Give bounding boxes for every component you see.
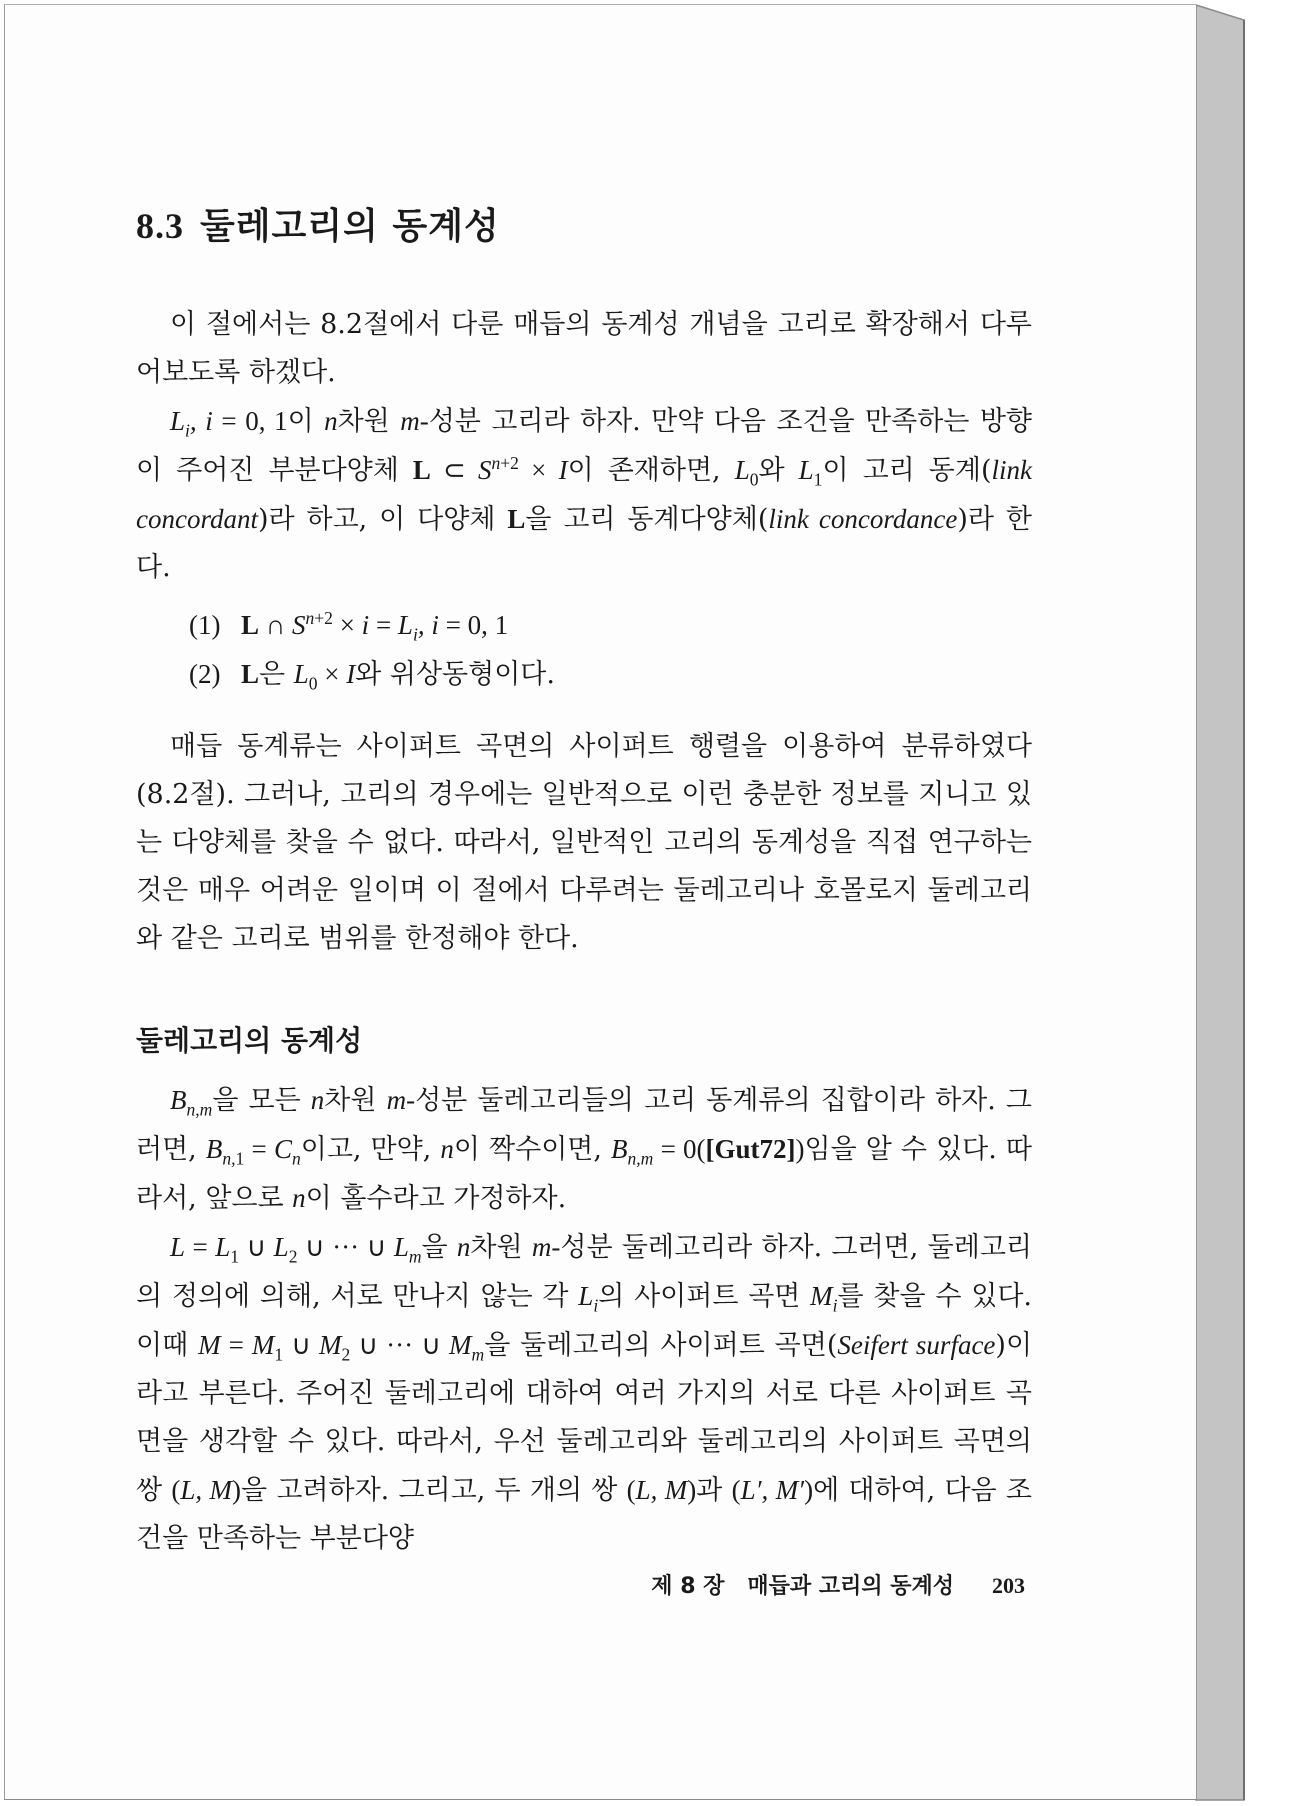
section-title-text: 둘레고리의 동계성	[200, 205, 500, 247]
condition-1: (1) L ∩ $S^{n+2} \times i = L_i$, i = 0, 1	[189, 608, 509, 645]
book-page	[4, 4, 1196, 1800]
paragraph-seifert-surface: $L = L_1$ ∪ $L_2$ ∪ ··· ∪ $L_m$을 n차원 m-성분 둘레고리라 하자. 그러면, 둘레고리의 정의에 의해, 서로 만나지 않는 각 $L_i$의 사이퍼트 곡면 $M_i$를 찾을 수 있다. 이때 $M = M_1$ ∪ $M_2$ ∪ ··· ∪ $M_m$을 둘레고리의 사이퍼트 곡면(Seifert surface)이라고 부른다. 주어진 둘레고리에 대하여 여러 가지의 서로 다른 사이퍼트 곡면을 생각할 수 있다. 따라서, 우선 둘레고리와 둘레고리의 사이퍼트 곡면의 쌍 (L, M)을 고려하자. 그리고, 두 개의 쌍 (L, M)과 (L′, M′)에 대하여, 다음 조건을 만족하는 부분다양	[136, 1232, 1033, 1554]
condition-list	[189, 601, 1009, 699]
footer-chapter-title: 매듭과 고리의 동계성	[747, 1574, 954, 1599]
subsection-title: 둘레고리의 동계성	[136, 1024, 363, 1057]
math-Li: $L_i$, i	[170, 406, 213, 441]
section-title	[136, 203, 1032, 249]
citation-gut72: [Gut72]	[705, 1134, 796, 1164]
footer-chapter: 제 8 장	[651, 1574, 725, 1599]
paragraph-classification: 매듭 동계류는 사이퍼트 곡면의 사이퍼트 행렬을 이용하여 분류하였다(8.2절). 그러나, 고리의 경우에는 일반적으로 이런 충분한 정보를 지니고 있는 다양체를 찾을 수 없다. 따라서, 일반적인 고리의 동계성을 직접 연구하는 것은 매우 어려운 일이며 이 절에서 다루려는 둘레고리나 호몰로지 둘레고리와 같은 고리로 범위를 한정해야 한다.	[136, 731, 1032, 954]
section-number: 8.3	[136, 206, 184, 246]
paragraph-intro: 이 절에서는 8.2절에서 다룬 매듭의 동계성 개념을 고리로 확장해서 다루어보도록 하겠다.	[136, 309, 1032, 388]
page-footer	[605, 1568, 1025, 1605]
paragraph-definition: $L_i$, i = 0, 1이 n차원 m-성분 고리라 하자. 만약 다음 조건을 만족하는 방향이 주어진 부분다양체 L ⊂ $S^{n+2} \times I$이 존재하면, $L_0$와 $L_1$이 고리 동계(link concordant)라 하고, 이 다양체 L을 고리 동계다양체(link concordance)라 한다.	[136, 406, 1032, 583]
paragraph-boundary-links: $B_{n,m}$을 모든 n차원 m-성분 둘레고리들의 고리 동계류의 집합이라 하자. 그러면, $B_{n,1} = C_n$이고, 만약, n이 짝수이면, $B_{n,m} = 0([Gut72])$임을 알 수 있다. 따라서, 앞으로 n이 홀수라고 가정하자.	[136, 1085, 1032, 1214]
condition-2: (2) L은 $L_0 \times I$와 위상동형이다.	[189, 659, 555, 694]
page-number: 203	[992, 1573, 1025, 1598]
